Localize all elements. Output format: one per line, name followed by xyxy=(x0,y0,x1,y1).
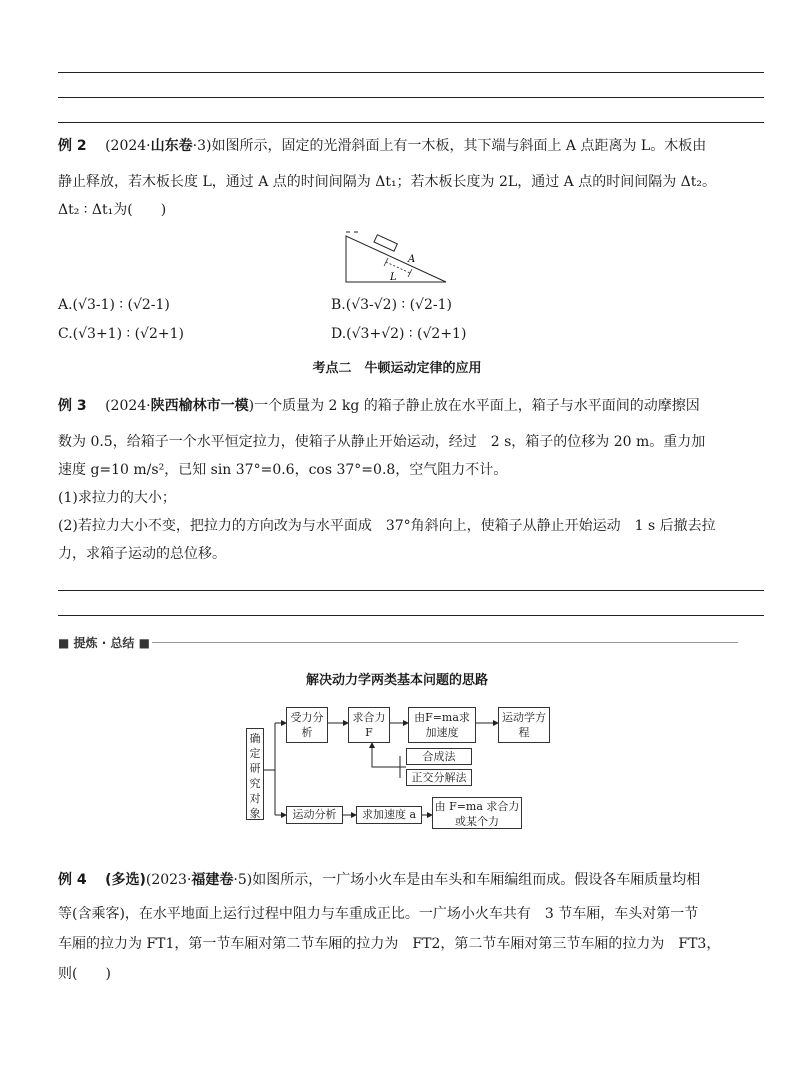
flow-orthogonal xyxy=(406,769,472,786)
ex2-option-c: C.(√3+1) ∶ (√2+1) xyxy=(58,326,184,342)
ex4-line4: 则( ) xyxy=(58,966,111,982)
flow-motion-analysis-text: 运动分析 xyxy=(292,808,337,821)
flow-motion-analysis xyxy=(286,806,343,824)
ex4-year: (2023· xyxy=(145,872,192,888)
flow-force-from-a xyxy=(432,797,522,829)
ex4-label: 例 4 xyxy=(58,872,87,888)
ex4-line1 xyxy=(58,870,700,890)
flow-accel-from-f xyxy=(408,707,476,743)
flow-force-analysis xyxy=(286,707,328,743)
ex2-text1: ·3)如图所示，固定的光滑斜面上有一木板，其下端与斜面上 A 点距离为 L。木板由 xyxy=(192,138,707,154)
ex3-question-2b: 力，求箱子运动的总位移。 xyxy=(58,546,226,562)
ex2-year: (2024· xyxy=(105,138,151,154)
ex3-line2: 数为 0.5，给箱子一个水平恒定拉力，使箱子从静止开始运动，经过 2 s，箱子的位移为 20 m。重力加 xyxy=(58,434,706,450)
section-title: 考点二 牛顿运动定律的应用 xyxy=(312,361,482,376)
summary-label: ■ 提炼 · 总结 ■ xyxy=(58,636,150,650)
flow-force-analysis-text: 受力分析 xyxy=(290,711,324,739)
ex2-option-d: D.(√3+√2) ∶ (√2+1) xyxy=(331,326,467,342)
ex3-question-1: (1)求拉力的大小； xyxy=(58,490,176,506)
ex2-label: 例 2 xyxy=(58,138,87,154)
ex4-tag: (多选) xyxy=(105,872,146,888)
ex4-text1: ·5)如图所示，一广场小火车是由车头和车厢编组而成。假设各车厢质量均相 xyxy=(233,872,701,888)
ex3-source: 陕西榆林市一模 xyxy=(150,398,249,414)
flow-kinematics-text: 运动学方程 xyxy=(502,711,546,739)
flow-resultant-text: 求合力 F xyxy=(352,711,386,739)
point-a-label: A xyxy=(408,254,416,265)
flow-accel-from-f-text: 由F=ma求加速度 xyxy=(414,711,470,739)
length-l-label: L xyxy=(390,272,397,283)
flow-composition-text: 合成法 xyxy=(422,750,456,763)
ex3-question-2: (2)若拉力大小不变，把拉力的方向改为与水平面成 37°角斜向上，使箱子从静止开始运动 1 s 后撤去拉 xyxy=(58,518,716,534)
flow-find-accel-text: 求加速度 a xyxy=(361,808,417,821)
flow-start-text: 确定研究对象 xyxy=(249,732,261,820)
flow-force-from-a-text: 由 F=ma 求合力或某个力 xyxy=(434,800,520,828)
ex3-label: 例 3 xyxy=(58,398,87,414)
ex4-source: 福建卷 xyxy=(191,872,234,888)
flow-kinematics xyxy=(498,707,550,743)
flow-find-accel xyxy=(356,806,422,824)
ex3-line3: 速度 g=10 m/s²，已知 sin 37°=0.6，cos 37°=0.8，空气阻力不计。 xyxy=(58,462,508,478)
ex2-source: 山东卷 xyxy=(150,138,193,154)
ex3-year: (2024· xyxy=(105,398,151,414)
ex3-text1: )一个质量为 2 kg 的箱子静止放在水平面上，箱子与水平面间的动摩擦因 xyxy=(248,398,700,414)
flow-orthogonal-text: 正交分解法 xyxy=(411,771,467,784)
ex2-option-b: B.(√3-√2) ∶ (√2-1) xyxy=(331,297,452,313)
ex2-line2: 静止释放，若木板长度 L，通过 A 点的时间间隔为 Δt₁；若木板长度为 2L，通过 A 点的时间间隔为 Δt₂。 xyxy=(58,174,717,190)
flow-start-box xyxy=(246,728,264,820)
ex2-option-a: A.(√3-1) ∶ (√2-1) xyxy=(58,297,170,313)
flow-title: 解决动力学两类基本问题的思路 xyxy=(305,673,488,688)
flow-resultant xyxy=(348,707,390,743)
ex4-line3: 车厢的拉力为 FT1，第一节车厢对第二节车厢的拉力为 FT2，第二节车厢对第三节车厢的拉力为 FT3， xyxy=(58,936,721,952)
flow-composition xyxy=(406,748,472,765)
ex2-line3: Δt₂ ∶ Δt₁为( ) xyxy=(58,202,167,218)
ex4-line2: 等(含乘客)，在水平地面上运行过程中阻力与车重成正比。一广场小火车共有 3 节车厢，车头对第一节 xyxy=(58,906,699,922)
